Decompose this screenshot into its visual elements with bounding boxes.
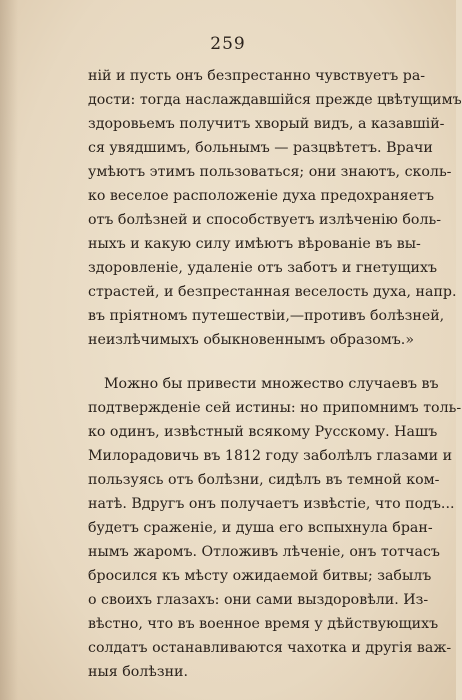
text-line: здоровьемъ получитъ хворый видъ, а казавшій- xyxy=(88,116,445,132)
text-line: ныхъ и какую силу имѣютъ вѣрованіе въ вы- xyxy=(88,236,421,252)
text-line: ко веселое расположеніе духа предохраняетъ xyxy=(88,188,434,204)
text-line: ныя болѣзни. xyxy=(88,664,189,680)
text-line: отъ болѣзней и способствуетъ излѣченію боль- xyxy=(88,212,441,228)
text-line: будетъ сраженіе, и душа его вспыхнула бран- xyxy=(88,520,433,536)
text-line: ко одинъ, извѣстный всякому Русскому. Нашъ xyxy=(88,424,438,440)
text-line: здоровленіе, удаленіе отъ заботъ и гнетущихъ xyxy=(88,260,438,276)
text-line: ній и пусть онъ безпрестанно чувствуетъ ра- xyxy=(88,68,426,84)
text-line: о своихъ глазахъ: они сами выздоровѣли. Из- xyxy=(88,592,429,608)
text-line: дости: тогда наслаждавшійся прежде цвѣтущимъ xyxy=(88,92,462,108)
text-line: Можно бы привести множество случаевъ въ xyxy=(104,376,439,392)
text-line: умѣютъ этимъ пользоваться; они знаютъ, сколь- xyxy=(88,164,452,180)
page-edge-shadow xyxy=(0,0,18,700)
text-line: подтвержденіе сей истины: но припомнимъ толь- xyxy=(88,400,462,416)
text-line: бросился къ мѣсту ожидаемой битвы; забылъ xyxy=(88,568,432,584)
page-number: 259 xyxy=(210,34,246,54)
text-line: Милорадовичь въ 1812 году заболѣлъ глазами и xyxy=(88,448,453,464)
text-line: страстей, и безпрестанная веселость духа, напр. xyxy=(88,284,457,300)
text-line: неизлѣчимыхъ обыкновеннымъ образомъ.» xyxy=(88,332,414,348)
text-line: нымъ жаромъ. Отложивъ лѣченіе, онъ тотчасъ xyxy=(88,544,440,560)
text-line: въ пріятномъ путешествіи,—противъ болѣзней, xyxy=(88,308,445,324)
text-line: натѣ. Вдругъ онъ получаетъ извѣстіе, что подъ... xyxy=(88,496,455,512)
text-line: ся увядшимъ, больнымъ — разцвѣтетъ. Врачи xyxy=(88,140,433,156)
text-line: пользуясь отъ болѣзни, сидѣлъ въ темной ком- xyxy=(88,472,440,488)
text-line: солдатъ останавливаются чахотка и другія важ- xyxy=(88,640,452,656)
text-line: вѣстно, что въ военное время у дѣйствующихъ xyxy=(88,616,439,632)
